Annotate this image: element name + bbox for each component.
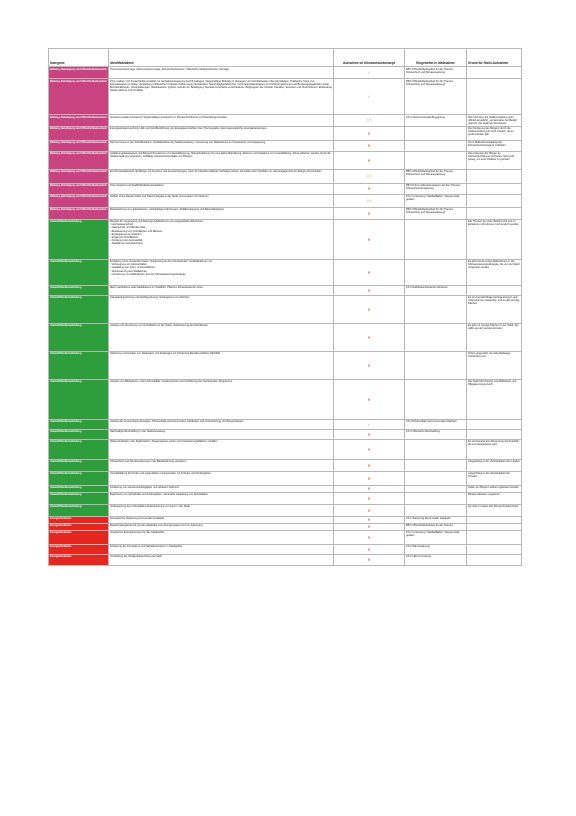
measure-cell: Mehr Laubbäume statt Nadelbäume im Stadtbild, Pflanzen klimaresistenter Arten bbox=[109, 285, 334, 295]
measure-cell: Print-medien und Social Media verstärkt zur Verhaltenssteigerung bei Klimafragen: Regelmäßige Beiträge in Zeitungen und auf Webseiten über Klimafolgen, Praktische Tipps zum Energiesparen im Alltag, Vorstellung erfolgreicher Projekte, Aufbau eines Newsletters, Nachhaltigkeitsberichte, Informationskampagnen zu Förderprogrammen und Beratungsangeboten sowie Mitmachaktionen, Veranstaltungen, Wettbewerbe, Quizze, Aufrufe zur Beteiligung. Gezielte Ansprache verschiedener Zielgruppen wie Schüler, Familien, Senioren und Unternehmen, Einbindung lokaler Akteure und Vorbilder. bbox=[109, 79, 334, 115]
embedded-measure-cell: KS 3 Öffentliche Beschaffung bbox=[405, 429, 467, 439]
measure-cell: Förderung der Fernwärme und Nahwärmenetze im Stadtgebiet bbox=[109, 544, 334, 554]
inclusion-status-cell bbox=[334, 115, 405, 126]
category-cell: Umwelt/Stadtentwicklung bbox=[49, 471, 109, 485]
reason-cell bbox=[467, 516, 522, 523]
category-cell: Umwelt/Stadtentwicklung bbox=[49, 504, 109, 516]
inclusion-status-cell bbox=[334, 516, 405, 523]
embedded-measure-cell: KS 3 Nadelbaumbestand reduzieren bbox=[405, 285, 467, 295]
inclusion-status-cell bbox=[334, 259, 405, 285]
measure-cell: Bereitstellung von Ladestationen, nachhaltigen Fahrzeugen, Abfallentsorgung und Baumaßnahmen bbox=[109, 207, 334, 219]
cross-icon: ✕ bbox=[367, 431, 371, 437]
inclusion-status-cell bbox=[334, 79, 405, 115]
measure-cell: Umweltbildung für Kinder und Jugendliche in Kooperation mit Schulen und Kindergärten bbox=[109, 471, 334, 485]
inclusion-status-cell bbox=[334, 544, 405, 554]
inclusion-status-cell bbox=[334, 504, 405, 516]
cross-icon: ✕ bbox=[367, 130, 371, 136]
measure-cell: Ein Klimawettbewerb der Bürger mit Anreizen und Auszeichnungen, kann für klimafreundliches Verhalten stehen. Es stellen sich Vorbilder vor, das Engagement der Bürger wird sichtbar. bbox=[109, 169, 334, 183]
cross-icon: ✕ bbox=[367, 475, 371, 481]
embedded-measure-cell bbox=[405, 379, 467, 419]
cross-icon: ✕ bbox=[367, 287, 371, 293]
category-cell: Energie/Gebäude bbox=[49, 554, 109, 565]
cross-icon: ✕ bbox=[367, 334, 371, 340]
inclusion-status-cell bbox=[334, 67, 405, 79]
measure-cell: Die Kommune in der Vorbildfunktion: Vorbildfunktion der Stadtverwaltung, Umsetzung von Maßnahmen zu Klimaschutz und Anpassung bbox=[109, 140, 334, 151]
table-row bbox=[49, 439, 522, 459]
measure-cell: Nachhaltige Beschaffung in der Stadtverwaltung bbox=[109, 429, 334, 439]
reason-cell: Längerfristig in der Zuständigkeit der Schulen bbox=[467, 471, 522, 485]
inclusion-status-cell bbox=[334, 459, 405, 471]
reason-cell: Es gibt nur wenige Flächen in der Stadt, die dafür genutzt werden könnten bbox=[467, 323, 522, 351]
inclusion-status-cell bbox=[334, 151, 405, 169]
cross-icon: ✕ bbox=[367, 534, 371, 540]
reason-cell: Das Interesse der Bürger an Klimaschutzthemen ist bisher nicht groß genug, um eine Initiative zu gründen bbox=[467, 151, 522, 169]
cross-icon: ✕ bbox=[367, 396, 371, 402]
reason-cell: Es wird bereits eine Bewertung durchgeführt, die erst ausgewertet wird bbox=[467, 439, 522, 459]
category-cell: Umwelt/Stadtentwicklung bbox=[49, 379, 109, 419]
check-icon: (✓) bbox=[366, 118, 372, 123]
reason-cell: Das wird über die Stadtverwaltung nicht offiziell eingeführt, sie wird aber bei Bedarf gesucht, die Stadt als Vernetzerin bbox=[467, 115, 522, 126]
measure-cell: Förderung von Gemeinschaftsgärten und urbanem Gärtnern bbox=[109, 485, 334, 492]
measure-cell: Aufbau eines Repair-Cafés und Tausch-Regals in der Stadt, Kooperation mit Vereinen bbox=[109, 194, 334, 207]
reason-cell bbox=[467, 544, 522, 554]
table-row bbox=[49, 523, 522, 530]
embedded-measure-cell: KS 2 Umsetzung "Stadtteilläden", Repair-Café geplant bbox=[405, 194, 467, 207]
category-cell: Bildung, Beteiligung und Öffentlichkeitsarbeit bbox=[49, 183, 109, 194]
embedded-measure-cell bbox=[405, 259, 467, 285]
cross-icon: ✕ bbox=[367, 186, 371, 192]
category-cell: Bildung, Beteiligung und Öffentlichkeitsarbeit bbox=[49, 151, 109, 169]
reason-cell: Es gibt bereits einige Maßnahmen in der Klimaanpassungsstrategie, die von der Stadt umgesetzt werden bbox=[467, 259, 522, 285]
table-row bbox=[49, 504, 522, 516]
reason-cell bbox=[467, 183, 522, 194]
table-row bbox=[49, 151, 522, 169]
table-row bbox=[49, 530, 522, 544]
embedded-measure-cell: KS 4 Photovoltaik auf kommunalen Dächern bbox=[405, 419, 467, 429]
reason-cell bbox=[467, 285, 522, 295]
table-row bbox=[49, 554, 522, 565]
measure-cell: Themenwochen/-tage, Aktionswochen/-tage, Klimaschutzwochen, Öffentliche Markterlebnisse/ Vorträge bbox=[109, 67, 334, 79]
measure-cell: Erstellung eines Gesamtkonzepts "Anpassung an den Klimawandel" mit Maßnahmen zur: - Vorbeugung von Hitzeschäden - Gestaltung von Grün- und Freiflächen - Verbesserung des Stadtklimas - Umsetzung von Maßnahmen aus der Klimaanpassungsstrategie bbox=[109, 259, 334, 285]
reason-cell: Die Förderung des Bürgers durch die Stadtverwaltung ist nicht möglich, da es große Hürden gibt bbox=[467, 126, 522, 140]
measure-cell: Anlegen von Blühwiesen, mehr Artenvielfalt, Insektenschutz und Fortführung der bestehenden Programme bbox=[109, 379, 334, 419]
inclusion-status-cell bbox=[334, 285, 405, 295]
reason-cell: Längerfristig in der Zuständigkeit des Landes bbox=[467, 459, 522, 471]
table-row bbox=[49, 67, 522, 79]
column-header-inclusion: Aufnahme im Klimaschutzkonzept bbox=[334, 49, 405, 67]
spreadsheet-sheet bbox=[48, 48, 521, 566]
cross-icon: ✕ bbox=[367, 517, 371, 523]
measure-cell: Aufklärungskampagnen und Bürgerinformationen zur Sensibilisierung, Mitmachaktionen für eine aktive Beteiligung, Aktionen und Initiativen zur Umweltbildung. Diese Aktionen werden durch die Stadtverwaltung umgesetzt, vielfältige Klimaschutzprojekte von Bürgern. bbox=[109, 151, 334, 169]
cross-icon: ✕ bbox=[367, 507, 371, 513]
reason-cell bbox=[467, 554, 522, 565]
category-cell: Umwelt/Stadtentwicklung bbox=[49, 219, 109, 259]
embedded-measure-cell bbox=[405, 459, 467, 471]
inclusion-status-cell bbox=[334, 530, 405, 544]
embedded-measure-cell bbox=[405, 351, 467, 379]
measure-cell: Verbesserung der Luftqualität und Reduzierung von Lärm in der Stadt bbox=[109, 504, 334, 516]
cross-icon: ✕ bbox=[367, 495, 371, 501]
inclusion-status-cell bbox=[334, 126, 405, 140]
inclusion-status-cell bbox=[334, 471, 405, 485]
embedded-measure-cell: BB 6 Öffentlichkeitsarbeit für die Themen Klimaschutz und Klimaanpassung bbox=[405, 67, 467, 79]
embedded-measure-cell bbox=[405, 439, 467, 459]
table-row bbox=[49, 485, 522, 492]
inclusion-status-cell bbox=[334, 439, 405, 459]
category-cell: Bildung, Beteiligung und Öffentlichkeitsarbeit bbox=[49, 126, 109, 140]
table-row bbox=[49, 115, 522, 126]
table-row bbox=[49, 471, 522, 485]
table-row bbox=[49, 285, 522, 295]
inclusion-status-cell bbox=[334, 429, 405, 439]
category-cell: Umwelt/Stadtentwicklung bbox=[49, 459, 109, 471]
embedded-measure-cell: KS 3 Interkommunale Begegnung bbox=[405, 115, 467, 126]
inclusion-status-cell bbox=[334, 554, 405, 565]
inclusion-status-cell bbox=[334, 379, 405, 419]
reason-cell bbox=[467, 419, 522, 429]
embedded-measure-cell bbox=[405, 140, 467, 151]
check-icon: ✓ bbox=[367, 94, 371, 100]
category-cell: Bildung, Beteiligung und Öffentlichkeitsarbeit bbox=[49, 194, 109, 207]
table-row bbox=[49, 126, 522, 140]
embedded-measure-cell: KS 2 Umsetzung "Stadtteilläden", Repair-Café geplant bbox=[405, 530, 467, 544]
table-row bbox=[49, 351, 522, 379]
inclusion-status-cell bbox=[334, 169, 405, 183]
reason-cell bbox=[467, 67, 522, 79]
category-cell: Bildung, Beteiligung und Öffentlichkeitsarbeit bbox=[49, 140, 109, 151]
category-cell: Umwelt/Stadtentwicklung bbox=[49, 419, 109, 429]
cross-icon: ✕ bbox=[367, 546, 371, 552]
table-row bbox=[49, 516, 522, 523]
cross-icon: ✕ bbox=[367, 362, 371, 368]
inclusion-status-cell bbox=[334, 183, 405, 194]
table-row bbox=[49, 79, 522, 115]
category-cell: Energie/Gebäude bbox=[49, 530, 109, 544]
measure-cell: Ausbau der erneuerbaren Energien: Photovoltaik auf kommunalen Gebäuden und Unterstützung von Bürgeranlagen bbox=[109, 419, 334, 429]
measure-cell: Sicherung und Ausbau von Radwegen und Fußwegen zur Förderung klimafreundlicher Mobilität bbox=[109, 351, 334, 379]
check-icon: ✓ bbox=[367, 421, 371, 427]
measure-cell: Begrünung von Schulhöfen und Kindergärten, naturnahe Gestaltung von Spielplätzen bbox=[109, 492, 334, 504]
measure-cell: Energiearbeiten/-technik: Hilfe und Veröffentlichung von Energiekennzahlen über Thermografie, Heizungsvergleiche, Energieberatungen bbox=[109, 126, 334, 140]
category-cell: Umwelt/Stadtentwicklung bbox=[49, 485, 109, 492]
reason-cell bbox=[467, 169, 522, 183]
measure-cell: Interkommunaler Austausch: Regelmäßiger Austausch zu Klimaschutzthemen mit Nachbargemeinden bbox=[109, 115, 334, 126]
inclusion-status-cell bbox=[334, 140, 405, 151]
reason-cell bbox=[467, 194, 522, 207]
table-row bbox=[49, 492, 522, 504]
embedded-measure-cell bbox=[405, 295, 467, 323]
embedded-measure-cell bbox=[405, 471, 467, 485]
measure-cell: Energetische Sanierung kommunaler Gebäude bbox=[109, 516, 334, 523]
column-header-measure: Idee/Maßnahme bbox=[109, 49, 334, 67]
inclusion-status-cell bbox=[334, 351, 405, 379]
inclusion-status-cell bbox=[334, 194, 405, 207]
cross-icon: ✕ bbox=[367, 557, 371, 563]
embedded-measure-cell bbox=[405, 126, 467, 140]
reason-cell bbox=[467, 523, 522, 530]
table-row bbox=[49, 295, 522, 323]
embedded-measure-cell bbox=[405, 504, 467, 516]
check-icon: (✓) bbox=[366, 198, 372, 203]
table-row bbox=[49, 194, 522, 207]
embedded-measure-cell: BB 6 Öffentlichkeitsarbeit für die Themen Klimaschutz und Klimaanpassung bbox=[405, 79, 467, 115]
table-row bbox=[49, 140, 522, 151]
cross-icon: ✕ bbox=[367, 210, 371, 216]
category-cell: Bildung, Beteiligung und Öffentlichkeitsarbeit bbox=[49, 207, 109, 219]
reason-cell: Ist im Maßnahmenkatalog der Klimaschutzmanagerin enthalten bbox=[467, 140, 522, 151]
reason-cell: Die Themen für einen Bericht sind erst im Entstehen und können noch ergänzt werden bbox=[467, 219, 522, 259]
inclusion-status-cell bbox=[334, 492, 405, 504]
embedded-measure-cell bbox=[405, 323, 467, 351]
table-row bbox=[49, 219, 522, 259]
table-row bbox=[49, 259, 522, 285]
reason-cell: Bereits teilweise umgesetzt bbox=[467, 492, 522, 504]
cross-icon: ✕ bbox=[367, 143, 371, 149]
table-row bbox=[49, 419, 522, 429]
category-cell: Umwelt/Stadtentwicklung bbox=[49, 285, 109, 295]
category-cell: Bildung, Beteiligung und Öffentlichkeitsarbeit bbox=[49, 115, 109, 126]
measure-cell: Klimaschutz und Klimaanpassung in der Bauleitplanung verankern bbox=[109, 459, 334, 471]
reason-cell: Die Stadt führt bereits eine Blühwiese und Pflegekonzepte durch bbox=[467, 379, 522, 419]
category-cell: Energie/Gebäude bbox=[49, 544, 109, 554]
category-cell: Bildung, Beteiligung und Öffentlichkeitsarbeit bbox=[49, 169, 109, 183]
embedded-measure-cell: KS 3 Wärmeplanung bbox=[405, 544, 467, 554]
measure-cell: Print-Angebot und Stadtbibliotheken/Ausleihen bbox=[109, 183, 334, 194]
table-row bbox=[49, 323, 522, 351]
cross-icon: ✕ bbox=[367, 236, 371, 242]
reason-cell: Sollte von Bürgern selbst organisiert werden bbox=[467, 485, 522, 492]
table-row bbox=[49, 379, 522, 419]
category-cell: Energie/Gebäude bbox=[49, 523, 109, 530]
embedded-measure-cell: KS 2 Sanierung kommunaler Gebäude bbox=[405, 516, 467, 523]
category-cell: Umwelt/Stadtentwicklung bbox=[49, 439, 109, 459]
reason-cell bbox=[467, 530, 522, 544]
cross-icon: ✕ bbox=[367, 446, 371, 452]
embedded-measure-cell: KS 3 LED-Umrüstung bbox=[405, 554, 467, 565]
table-row bbox=[49, 429, 522, 439]
table-row bbox=[49, 459, 522, 471]
inclusion-status-cell bbox=[334, 523, 405, 530]
measure-cell: Wasserrückhalt in der Stadt fördern, Regenwasser nutzen und Versickerungsflächen schaffen bbox=[109, 439, 334, 459]
cross-icon: ✕ bbox=[367, 462, 371, 468]
inclusion-status-cell bbox=[334, 323, 405, 351]
header-row bbox=[49, 49, 522, 67]
reason-cell: Ist nicht im Fokus des Klimaschutzkonzepts bbox=[467, 504, 522, 516]
category-cell: Umwelt/Stadtentwicklung bbox=[49, 429, 109, 439]
column-header-category: Kategorie bbox=[49, 49, 109, 67]
cross-icon: ✕ bbox=[367, 486, 371, 492]
cross-icon: ✕ bbox=[367, 524, 371, 530]
inclusion-status-cell bbox=[334, 219, 405, 259]
reason-cell: Es ist eine Nachfrage bei Eigentümern und Unternehmen notwendig, und es gibt wenige Flächen bbox=[467, 295, 522, 323]
inclusion-status-cell bbox=[334, 295, 405, 323]
category-cell: Umwelt/Stadtentwicklung bbox=[49, 295, 109, 323]
check-icon: ✓ bbox=[367, 70, 371, 76]
embedded-measure-cell bbox=[405, 485, 467, 492]
category-cell: Bildung, Beteiligung und Öffentlichkeitsarbeit bbox=[49, 79, 109, 115]
measure-cell: Umstellung der Straßenbeleuchtung auf LED bbox=[109, 554, 334, 565]
measure-cell: Ausbau und Vernetzung von Grünflächen in der Stadt, Verbesserung des Kleinklimas bbox=[109, 323, 334, 351]
column-header-reason: Grund für Nicht-Aufnahme bbox=[467, 49, 522, 67]
cross-icon: ✕ bbox=[367, 157, 371, 163]
cross-icon: ✕ bbox=[367, 306, 371, 312]
measure-cell: Beratungsangebote für private Haushalte zum Energiesparen und zur Sanierung bbox=[109, 523, 334, 530]
cross-icon: ✕ bbox=[367, 269, 371, 275]
table-body bbox=[49, 67, 522, 565]
table-row bbox=[49, 544, 522, 554]
category-cell: Umwelt/Stadtentwicklung bbox=[49, 323, 109, 351]
measures-table bbox=[48, 48, 522, 566]
measure-cell: Beispiel für vergangene und bisherige Maßnahmen aus ausgewählten Bereichen: - Hochwasserschutz - Naturschutz und Biodiversität - Bewässerung von Grünflächen und Bäumen - Entsiegelung von Flächen - Erhalt von Grünflächen - Förderung der Artenvielfalt - Stadtklima und Hitzeschutz bbox=[109, 219, 334, 259]
reason-cell bbox=[467, 429, 522, 439]
inclusion-status-cell bbox=[334, 419, 405, 429]
table-row bbox=[49, 169, 522, 183]
column-header-embedded: Eingebettet in Maßnahme bbox=[405, 49, 467, 67]
embedded-measure-cell: BB 6 Öffentlichkeitsarbeit für die Themen bbox=[405, 523, 467, 530]
category-cell: Umwelt/Stadtentwicklung bbox=[49, 351, 109, 379]
reason-cell bbox=[467, 79, 522, 115]
category-cell: Energie/Gebäude bbox=[49, 516, 109, 523]
category-cell: Umwelt/Stadtentwicklung bbox=[49, 259, 109, 285]
reason-cell bbox=[467, 207, 522, 219]
table-row bbox=[49, 207, 522, 219]
category-cell: Umwelt/Stadtentwicklung bbox=[49, 492, 109, 504]
embedded-measure-cell: BB 6 Öffentlichkeitsarbeit für die Themen Klimaschutz und Klimaanpassung bbox=[405, 207, 467, 219]
table-row bbox=[49, 183, 522, 194]
inclusion-status-cell bbox=[334, 207, 405, 219]
measure-cell: Fassadenbegrünung und Dachbegrünung, Entsiegelung von Flächen bbox=[109, 295, 334, 323]
embedded-measure-cell: BB 3 Print-medienkampagnen auf den Themen Klimaschutz/Anpassung bbox=[405, 183, 467, 194]
category-cell: Bildung, Beteiligung und Öffentlichkeitsarbeit bbox=[49, 67, 109, 79]
check-icon: (✓) bbox=[366, 174, 372, 179]
embedded-measure-cell bbox=[405, 219, 467, 259]
embedded-measure-cell bbox=[405, 492, 467, 504]
embedded-measure-cell: BB 6 Öffentlichkeitsarbeit für die Themen Klimaschutz und Klimaanpassung bbox=[405, 169, 467, 183]
reason-cell: Schon umgesetzt, da viele Radwege vorhanden sind bbox=[467, 351, 522, 379]
measure-cell: Integriertes Energiekonzept für das Stadtgebiet bbox=[109, 530, 334, 544]
inclusion-status-cell bbox=[334, 485, 405, 492]
embedded-measure-cell bbox=[405, 151, 467, 169]
